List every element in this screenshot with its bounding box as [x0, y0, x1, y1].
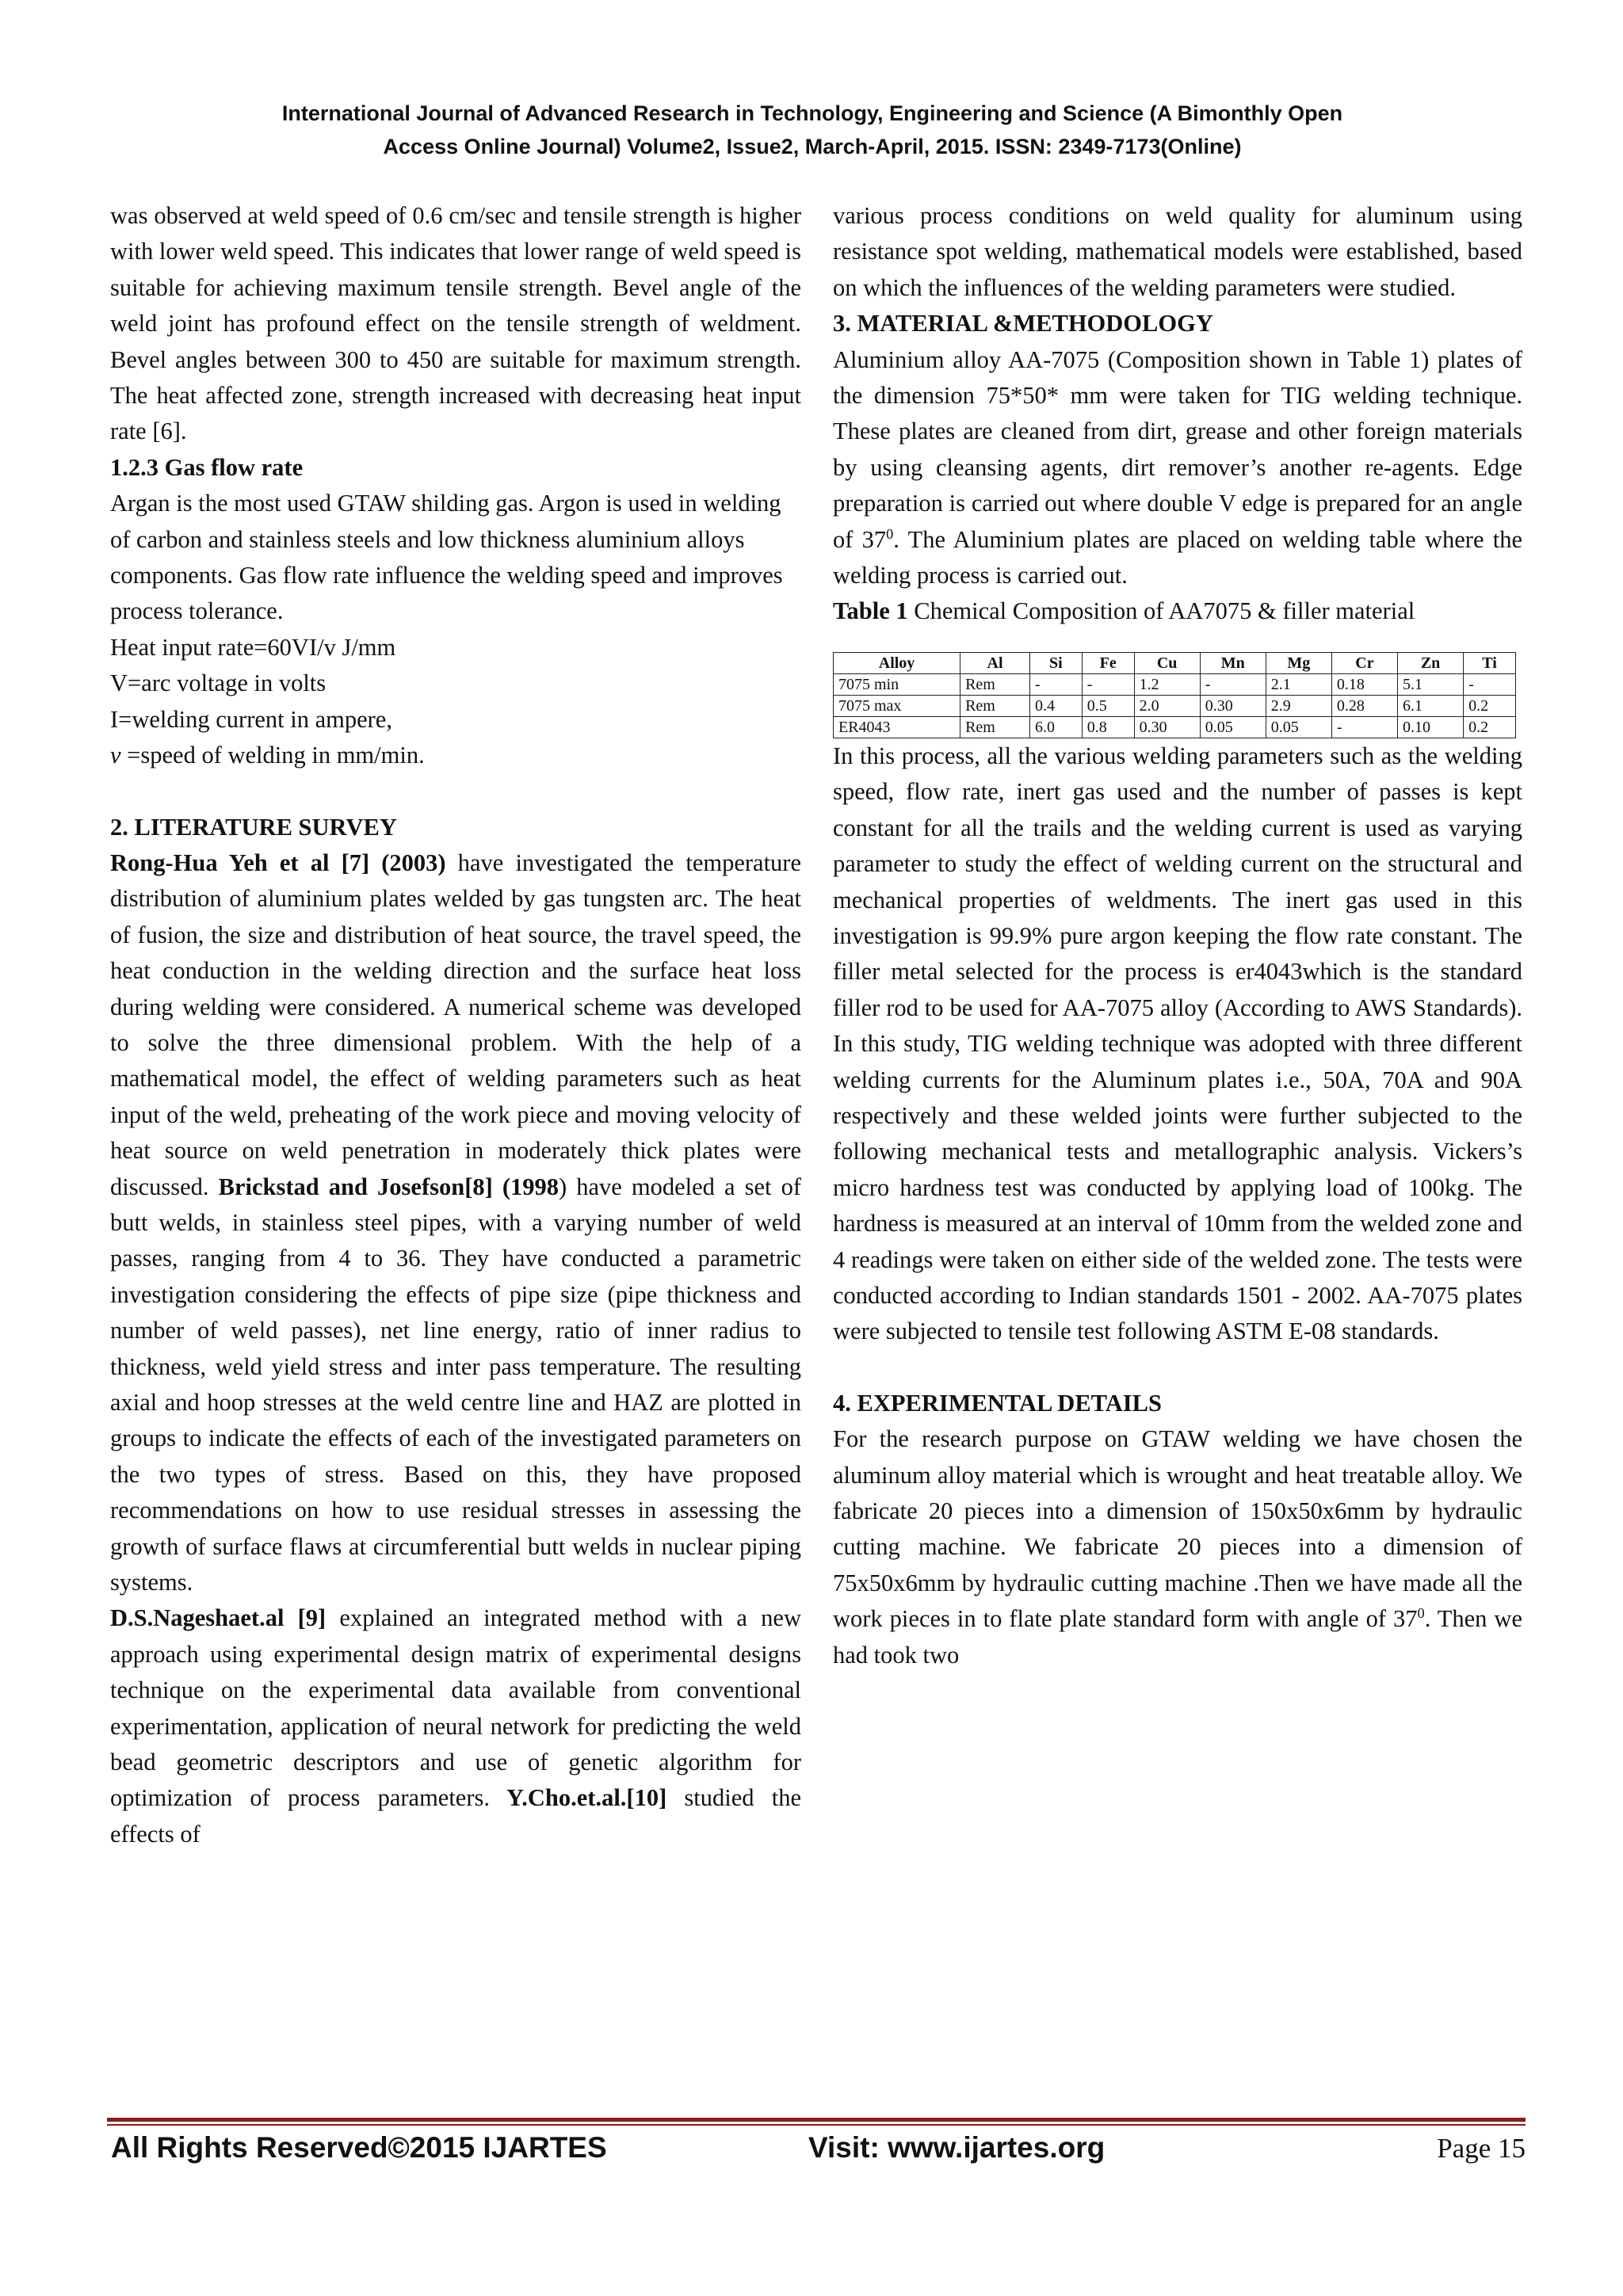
experimental-text-a: For the research purpose on GTAW welding we have chosen the aluminum alloy material which is wrought and heat treatable alloy. We fabricate 20 pieces into a dimension of 150x50x6mm by hydraulic cutting machine. We fabricate 20 pieces into a dimension of 75x50x6mm by hydraulic cutting machine .Then we have made all the work pieces in to flate plate standard form with angle of 37 — [833, 1425, 1522, 1633]
table-cell: 0.2 — [1464, 695, 1516, 716]
header-cell: Ti — [1464, 652, 1516, 673]
table-cell: Rem — [960, 695, 1030, 716]
material-methodology-heading: 3. MATERIAL &METHODOLOGY — [833, 310, 1213, 338]
table-cell: 0.4 — [1029, 695, 1082, 716]
degree-superscript: 0 — [886, 525, 894, 542]
table-cell: - — [1029, 673, 1082, 695]
table-cell: - — [1331, 716, 1397, 738]
table-cell: 0.28 — [1331, 695, 1397, 716]
ref-cho: Y.Cho.et.al.[10] — [490, 1784, 667, 1812]
speed-definition: =speed of welding in mm/min. — [120, 742, 425, 769]
literature-paragraph — [110, 845, 801, 1601]
material-text-b: . The Aluminium plates are placed on welding table where the welding process is carried out. — [833, 525, 1522, 589]
table-cell: Rem — [960, 673, 1030, 695]
gas-flow-heading: 1.2.3 Gas flow rate — [110, 453, 304, 481]
table-row — [834, 716, 1516, 738]
table-cell: - — [1082, 673, 1134, 695]
material-text-a: Aluminium alloy AA-7075 (Composition shown in Table 1) plates of the dimension 75*50* mm were taken for TIG welding technique. These plates are cleaned from dirt, grease and other foreign materials by using cleansing agents, dirt remover’s another re-agents. Edge preparation is carried out where double V edge is prepared for an angle of 37 — [833, 345, 1522, 553]
table-cell: 7075 min — [834, 673, 960, 695]
table-cell: Rem — [960, 716, 1030, 738]
header-cell: Alloy — [834, 652, 960, 673]
yeh-text: have investigated the temperature distribution of aluminium plates welded by gas tungsten arc. The heat of fusion, the size and distribution of heat source, the travel speed, the heat conduction in the welding direction and the surface heat loss during welding were considered. A numerical scheme was developed to solve the three dimensional problem. With the help of a mathematical model, the effect of welding parameters such as heat input of the weld, preheating of the work piece and moving velocity of heat source on weld penetration in moderately thick plates were discussed. — [110, 849, 801, 1200]
composition-table-wrapper — [833, 652, 1516, 738]
nagesha-paragraph — [110, 1600, 801, 1852]
equation-heat-input: Heat input rate=60VI/v J/mm — [110, 633, 396, 661]
table-cell: 6.1 — [1398, 695, 1464, 716]
process-paragraph: In this process, all the various welding parameters such as the welding speed, flow rate, inert gas used and the number of passes is kept constant for all the trails and the welding current is used as varying parameter to study the effect of welding current on the structural and mechanical properties of weldments. The inert gas used in this investigation is 99.9% pure argon keeping the flow rate constant. The filler metal selected for the process is er4043which is the standard filler rod to be used for AA-7075 alloy (According to AWS Standards). In this study, TIG welding technique was adopted with three different welding currents for the Aluminum plates i.e., 50A, 70A and 90A respectively and these welded joints were further subjected to the following mechanical tests and metallographic analysis. Vickers’s micro hardness test was conducted by applying load of 100kg. The hardness is measured at an interval of 10mm from the welded zone and 4 readings were taken on either side of the welded zone. The tests were conducted according to Indian standards 1501 - 2002. AA-7075 plates were subjected to tensile test following ASTM E-08 standards. — [833, 742, 1522, 1345]
journal-header — [158, 97, 1466, 163]
table-cell: - — [1200, 673, 1266, 695]
page-footer — [111, 2131, 1526, 2171]
ref-nagesha: D.S.Nageshaet.al [9] — [110, 1604, 327, 1632]
material-paragraph — [833, 342, 1522, 594]
composition-table — [833, 652, 1516, 738]
table-cell: 0.30 — [1200, 695, 1266, 716]
table-cell: 6.0 — [1029, 716, 1082, 738]
equation-current: I=welding current in ampere, — [110, 705, 392, 733]
equation-speed — [110, 738, 801, 773]
experimental-paragraph — [833, 1421, 1522, 1673]
intro-text: was observed at weld speed of 0.6 cm/sec and tensile strength is higher with lower weld speed. This indicates that lower range of weld speed is suitable for achieving maximum tensile strength. Bevel angle of the weld joint has profound effect on the tensile strength of weldment. — [110, 202, 801, 338]
speed-variable: v — [110, 742, 121, 769]
table-cell: 1.2 — [1134, 673, 1200, 695]
equation-voltage: V=arc voltage in volts — [110, 669, 327, 697]
spacer — [110, 774, 801, 810]
brickstad-text: ) have modeled a set of butt welds, in stainless steel pipes, with a varying number of weld passes, ranging from 4 to 36. They have conducted a parametric investigation considering the effects of pipe size (pipe thickness and number of weld passes), net line energy, ratio of inner radius to thickness, weld yield stress and inter pass temperature. The resulting axial and hoop stresses at the weld centre line and HAZ are plotted in groups to indicate the effects of each of the investigated parameters on the two types of stress. Based on this, they have proposed recommendations on how to use residual stresses in assessing the growth of surface flaws at circumferential butt welds in nuclear piping systems. — [110, 1173, 801, 1596]
table-cell: 0.10 — [1398, 716, 1464, 738]
cho-text: studied the effects of — [110, 1784, 801, 1848]
table-caption-text: Chemical Composition of AA7075 & filler material — [907, 597, 1415, 625]
header-cell: Mn — [1200, 652, 1266, 673]
table-cell: - — [1464, 673, 1516, 695]
header-cell: Al — [960, 652, 1030, 673]
table-cell: ER4043 — [834, 716, 960, 738]
ref-yeh: Rong-Hua Yeh et al [7] (2003) — [110, 849, 446, 876]
left-column — [110, 198, 801, 1852]
header-line-2: Access Online Journal) Volume2, Issue2, March-April, 2015. ISSN: 2349-7173(Online) — [383, 135, 1242, 158]
header-cell: Si — [1029, 652, 1082, 673]
gas-flow-paragraph: Argan is the most used GTAW shilding gas. Argon is used in welding of carbon and stainless steels and low thickness aluminium alloys components. Gas flow rate influence the welding speed and improves process tolerance. — [110, 490, 783, 625]
table-row — [834, 695, 1516, 716]
table-cell: 2.0 — [1134, 695, 1200, 716]
experimental-details-heading: 4. EXPERIMENTAL DETAILS — [833, 1389, 1162, 1417]
table-cell: 0.5 — [1082, 695, 1134, 716]
header-cell: Mg — [1266, 652, 1331, 673]
continued-paragraph: various process conditions on weld quality for aluminum using resistance spot welding, mathematical models were established, based on which the influences of the welding parameters were studied. — [833, 202, 1522, 301]
nagesha-text: explained an integrated method with a new approach using experimental design matrix of experimental designs technique on the experimental data available from conventional experimentation, application of neural network for predicting the weld bead geometric descriptors and use of genetic algorithm for optimization of process parameters. — [110, 1604, 801, 1812]
table-cell: 0.18 — [1331, 673, 1397, 695]
footer-rule-thin — [107, 2124, 1526, 2126]
intro-paragraph — [110, 198, 801, 450]
header-line-1: International Journal of Advanced Research in Technology, Engineering and Science (A Bimonthly Open — [281, 101, 1343, 125]
spacer — [833, 1350, 1522, 1386]
table-label: Table 1 — [833, 597, 908, 625]
angle-superscript: 0 — [1417, 1605, 1425, 1622]
table-cell: 0.05 — [1266, 716, 1331, 738]
header-cell: Fe — [1082, 652, 1134, 673]
footer-website-link[interactable]: Visit: www.ijartes.org — [808, 2131, 1106, 2164]
header-cell: Cr — [1331, 652, 1397, 673]
experimental-text-b: . Then we had took two — [833, 1605, 1522, 1669]
header-cell: Cu — [1134, 652, 1200, 673]
literature-survey-heading: 2. LITERATURE SURVEY — [110, 813, 397, 841]
table-cell: 7075 max — [834, 695, 960, 716]
table-cell: 0.05 — [1200, 716, 1266, 738]
table-cell: 2.9 — [1266, 695, 1331, 716]
header-cell: Zn — [1398, 652, 1464, 673]
footer-rights: All Rights Reserved©2015 IJARTES — [111, 2131, 607, 2164]
ref-brickstad: Brickstad and Josefson[8] (1998 — [208, 1173, 559, 1200]
intro-text-2: Bevel angles between 300 to 450 are suitable for maximum strength. The heat affected zone, strength increased with decreasing heat input rate [6]. — [110, 345, 801, 445]
table-row — [834, 673, 1516, 695]
table-cell: 0.30 — [1134, 716, 1200, 738]
table-cell: 0.2 — [1464, 716, 1516, 738]
footer-rule-thick — [107, 2118, 1526, 2122]
table-caption — [833, 593, 1522, 629]
table-header-row — [834, 652, 1516, 673]
table-cell: 0.8 — [1082, 716, 1134, 738]
table-cell: 2.1 — [1266, 673, 1331, 695]
right-column — [833, 198, 1522, 1673]
table-cell: 5.1 — [1398, 673, 1464, 695]
footer-page-number: Page 15 — [1437, 2133, 1526, 2164]
